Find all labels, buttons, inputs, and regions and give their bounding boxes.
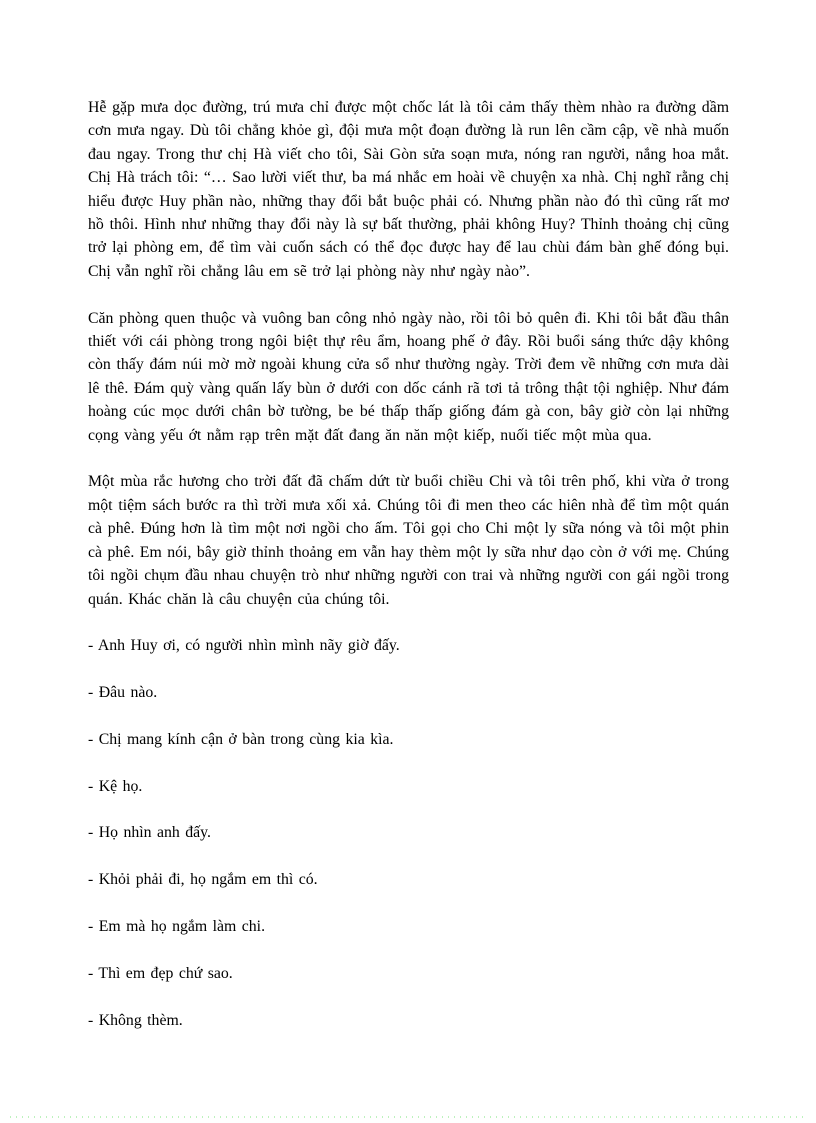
dialogue-line-1: - Anh Huy ơi, có người nhìn mình nãy giờ đấy. <box>88 637 400 655</box>
body-paragraph-2: Căn phòng quen thuộc và vuông ban công nhỏ ngày nào, rồi tôi bỏ quên đi. Khi tôi bắt đầu thân thiết với cái phòng trong ngôi biệt thự rêu ẩm, hoang phế ở đây. Rồi buổi sáng thức dậy không còn thấy đám núi mờ mờ ngoài khung cửa sổ như thường ngày. Trời đem về những cơn mưa dài lê thê. Đám quỳ vàng quấn lấy bùn ở dưới con dốc cánh rã tơi tả trông thật tội nghiệp. Như đám hoàng cúc mọc dưới chân bờ tường, be bé thấp thấp giống đám gà con, bây giờ còn lại những cọng vàng yếu ớt nằm rạp trên mặt đất đang ăn năn một kiếp, nuối tiếc một mùa qua. <box>88 309 729 444</box>
dialogue-line-8: - Thì em đẹp chứ sao. <box>88 964 233 982</box>
footer-dotted-rule <box>10 1116 808 1118</box>
body-paragraph-3: Một mùa rắc hương cho trời đất đã chấm dứt từ buổi chiều Chi và tôi trên phố, khi vừa ở trong một tiệm sách bước ra thì trời mưa xối xả. Chúng tôi đi men theo các hiên nhà để tìm một quán cà phê. Đúng hơn là tìm một nơi ngồi cho ấm. Tôi gọi cho Chi một ly sữa nóng và tôi một phin cà phê. Em nói, bây giờ thỉnh thoảng em vẫn hay thèm một ly sữa như dạo còn ở với mẹ. Chúng tôi ngồi chụm đầu nhau chuyện trò như những người con trai và những người con gái ngồi trong quán. Khác chăn là câu chuyện của chúng tôi. <box>88 473 729 608</box>
body-paragraph-1: Hễ gặp mưa dọc đường, trú mưa chỉ được một chốc lát là tôi cảm thấy thèm nhào ra đường dầm cơn mưa ngay. Dù tôi chẳng khỏe gì, đội mưa một đoạn đường là run lên cầm cập, về nhà muốn đau ngay. Trong thư chị Hà viết cho tôi, Sài Gòn sửa soạn mưa, nóng ran người, nắng hoa mắt. Chị Hà trách tôi: “… Sao lười viết thư, ba má nhắc em hoài về chuyện xa nhà. Chị nghĩ rằng chị hiểu được Huy phần nào, những thay đổi bắt buộc phải có. Nhưng phần nào đó thì cũng rất mơ hồ thôi. Hình như những thay đổi này là sự bất thường, phải không Huy? Thỉnh thoảng chị cũng trở lại phòng em, để tìm vài cuốn sách có thể đọc được hay để lau chùi đám bàn ghế đóng bụi. Chị vẫn nghĩ rồi chẳng lâu em sẽ trở lại phòng này như ngày nào”. <box>88 99 729 280</box>
dialogue-line-5: - Họ nhìn anh đấy. <box>88 824 211 842</box>
dialogue-line-4: - Kệ họ. <box>88 777 143 795</box>
text-block <box>88 96 729 1055</box>
dialogue-line-2: - Đâu nào. <box>88 684 158 702</box>
dialogue-line-6: - Khỏi phải đi, họ ngắm em thì có. <box>88 871 318 889</box>
dialogue-line-7: - Em mà họ ngắm làm chi. <box>88 918 266 936</box>
dialogue-line-3: - Chị mang kính cận ở bàn trong cùng kia kìa. <box>88 730 394 748</box>
dialogue-line-9: - Không thèm. <box>88 1011 183 1029</box>
